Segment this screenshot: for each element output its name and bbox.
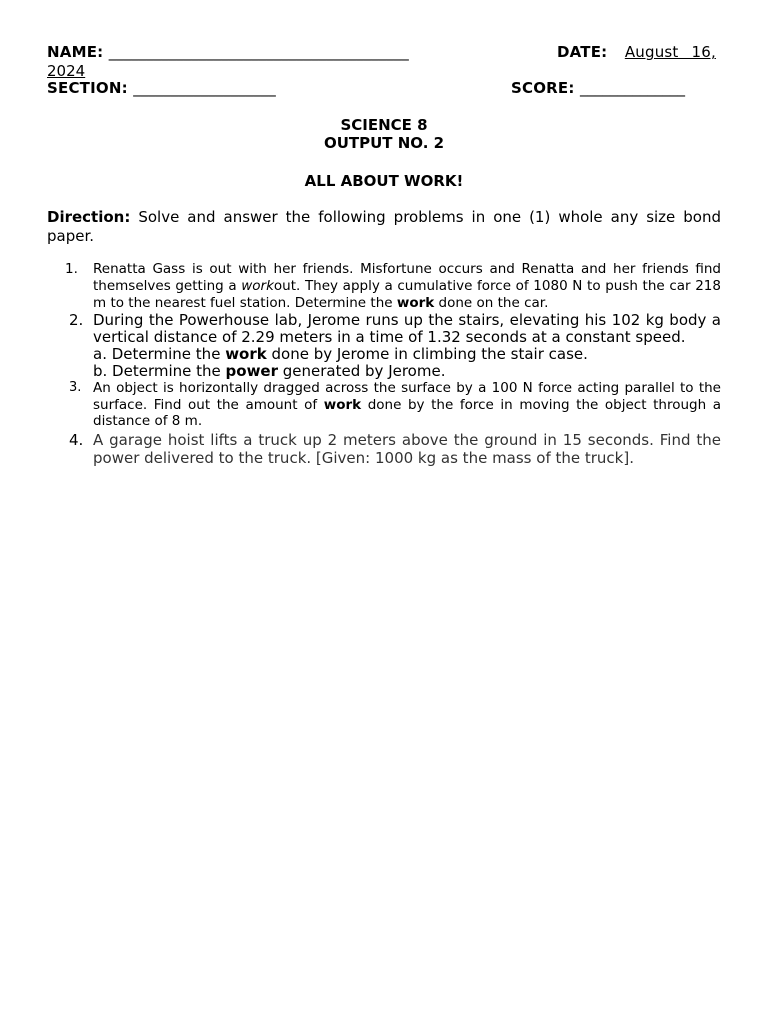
- subpart-text: generated by Jerome.: [278, 362, 446, 380]
- problem-bold-term: power: [225, 362, 279, 380]
- section-label: SECTION:: [47, 79, 128, 97]
- name-label: NAME:: [47, 43, 104, 61]
- subpart-text: a. Determine the: [93, 345, 226, 363]
- problem-text-part: During the Powerhouse lab, Jerome runs up the stairs, elevating his 102 kg body a vertical distance of 2.29 meters in a time of 1.32 seconds at a constant speed.: [93, 311, 721, 346]
- section-field: [47, 79, 276, 97]
- direction-text: Solve and answer the following problems in one (1) whole any size bond paper.: [47, 208, 721, 245]
- section-blank-line: ___________________: [133, 79, 276, 97]
- direction-label: Direction:: [47, 208, 131, 226]
- problem-text: [93, 261, 721, 312]
- problem-number: 1.: [65, 261, 78, 277]
- subject-title: SCIENCE 8: [340, 116, 428, 134]
- subpart-text: done by Jerome in climbing the stair case.: [266, 345, 588, 363]
- topic-title: ALL ABOUT WORK!: [304, 172, 464, 190]
- name-blank-line: ________________________________________: [108, 43, 409, 61]
- problem-text-part: An object is horizontally dragged across the surface by a 100 N force acting parallel to the surface. Find out the amount of: [93, 380, 721, 413]
- problem-number: 3.: [69, 380, 82, 395]
- score-label: SCORE:: [511, 79, 575, 97]
- problem-bold-term: work: [225, 345, 267, 363]
- problem-bold-term: work: [396, 295, 435, 311]
- problem-subpart-b: [93, 363, 721, 380]
- problem-bold-term: work: [323, 396, 362, 413]
- problem-text-part: Renatta Gass is out with her friends. Misfortune occurs and Renatta and her friends find themselves getting a: [93, 261, 721, 294]
- problem-text: [93, 380, 721, 430]
- problem-text: A garage hoist lifts a truck up 2 meters above the ground in 15 seconds. Find the power delivered to the truck. [Given: 1000 kg as the mass of the truck].: [93, 431, 721, 467]
- problem-subpart-a: [93, 346, 721, 363]
- score-blank-line: ______________: [580, 79, 685, 97]
- name-field: [47, 43, 409, 61]
- subpart-text: b. Determine the: [93, 362, 226, 380]
- output-title: OUTPUT NO. 2: [323, 134, 445, 152]
- direction-paragraph: [47, 208, 721, 246]
- problem-number: 4.: [69, 431, 84, 449]
- date-value: August 16,: [624, 43, 716, 61]
- problem-text-part: done by the force in moving the object through a distance of 8 m.: [93, 396, 721, 429]
- date-label: DATE:: [557, 43, 608, 61]
- date-year: 2024: [47, 62, 86, 80]
- problem-text-part: done on the car.: [434, 295, 549, 311]
- problem-number: 2.: [69, 311, 84, 329]
- score-field: [511, 79, 685, 97]
- date-field: [557, 43, 716, 61]
- problem-italic-term: work: [241, 278, 274, 294]
- problem-text-part: out. They apply a cumulative force of 1080 N to push the car 218 m to the nearest fuel station. Determine the: [93, 278, 721, 311]
- problem-text: [93, 312, 721, 380]
